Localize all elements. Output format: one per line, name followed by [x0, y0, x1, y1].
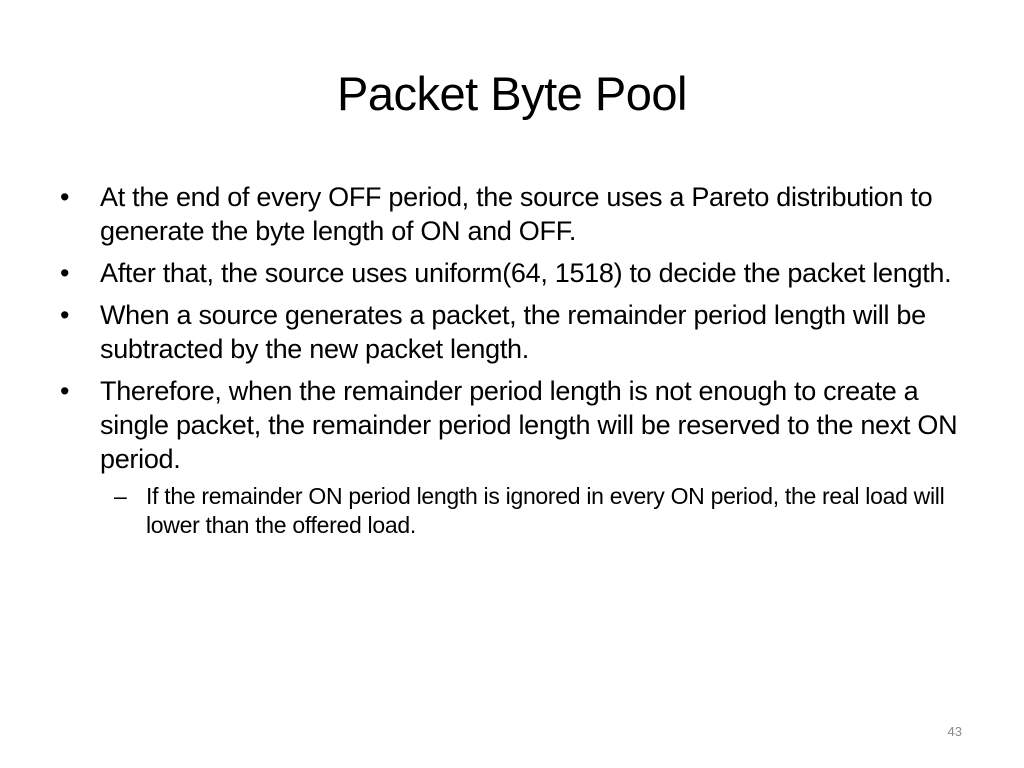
bullet-list [56, 180, 976, 548]
bullet-marker: • [60, 258, 70, 288]
bullet-marker: • [60, 300, 70, 330]
bullet-marker: • [60, 376, 70, 406]
bullet-text: At the end of every OFF period, the source uses a Pareto distribution to generate the byte length of ON and OFF. [100, 182, 933, 246]
bullet-text: When a source generates a packet, the remainder period length will be subtracted by the new packet length. [100, 300, 926, 364]
slide-title: Packet Byte Pool [337, 67, 687, 120]
bullet-text: After that, the source uses uniform(64, 1518) to decide the packet length. [100, 258, 952, 288]
bullet-item [56, 180, 976, 248]
page-number: 43 [947, 724, 962, 739]
bullet-item [56, 298, 976, 366]
bullet-text: Therefore, when the remainder period length is not enough to create a single packet, the remainder period length will be reserved to the next ON period. [100, 376, 958, 474]
sub-bullet-text: If the remainder ON period length is ignored in every ON period, the real load will lower than the offered load. [146, 483, 945, 538]
sub-bullet-marker: – [114, 483, 127, 509]
sub-bullet-list [100, 482, 976, 540]
bullet-marker: • [60, 182, 70, 212]
bullet-item [56, 256, 976, 290]
bullet-item [56, 374, 976, 540]
sub-bullet-item [100, 482, 976, 540]
